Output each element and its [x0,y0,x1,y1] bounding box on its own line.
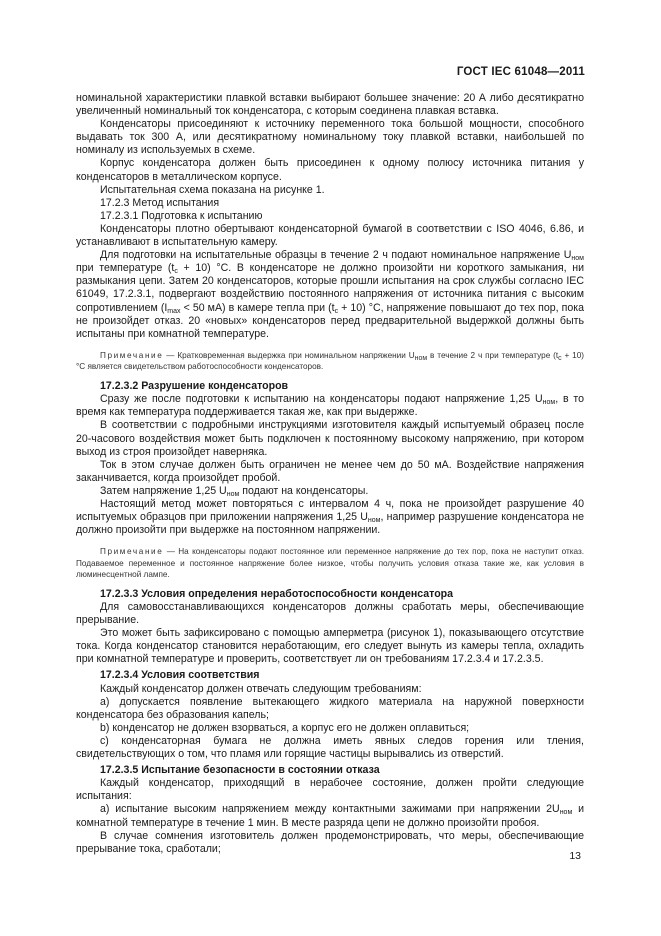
list-item: b) конденсатор не должен взорваться, а корпус его не должен оплавиться; [100,721,470,734]
paragraph: В соответствии с подробными инструкциями изготовителя каждый испытуемый образец после 20-часового воздействия может быть подключен к постоянному высокому напряжению, при котором выход из строя произойдет наверняка. [76,419,584,458]
paragraph: Конденсаторы плотно обертывают конденсаторной бумагой в соответствии с ISO 4046, 6.86, и устанавливают в испытательную камеру. [76,222,584,249]
page-body [76,92,584,856]
paragraph: Сразу же после подготовки к испытанию на конденсаторы подают напряжение 1,25 $U_{ном}$, в то время как температура поддерживается такая же, как при выдержке. [76,393,584,419]
paragraph: Конденсаторы присоединяют к источнику переменного тока большой мощности, способного выдавать ток 300 А, или десятикратному номинальному току плавкой вставки, наибольшей по номиналу из используемых в схеме. [76,118,584,157]
subsection-heading: 17.2.3.2 Разрушение конденсаторов [100,380,289,393]
paragraph: Ток в этом случае должен быть ограничен не менее чем до 50 мА. Воздействие напряжения заканчивается, когда произойдет пробой. [76,458,584,484]
standard-header: ГОСТ IEC 61048—2011 [456,66,585,78]
list-item: с) конденсаторная бумага не должна иметь явных следов горения или тления, свидетельствующих о том, что пламя или горящие частицы вырывались из отверстий. [76,734,584,761]
paragraph: В случае сомнения изготовитель должен продемонстрировать, что меры, обеспечивающие прерывание тока, сработали; [76,829,584,855]
paragraph: Каждый конденсатор должен отвечать следующим требованиям: [100,682,422,695]
list-item: а) допускается появление вытекающего жидкого материала на наружной поверхности конденсатора без образования капель; [76,695,584,721]
section-heading: 17.2.3 Метод испытания [100,196,220,209]
page-number: 13 [569,850,581,862]
note: Примечание — На конденсаторы подают постоянное или переменное напряжение до тех пор, пока не наступит отказ. Подаваемое переменное и постоянное напряжение более низкое, чтобы получить условия отказа такие же, как условия в люминесцентной лампе. [76,547,584,579]
paragraph: Для самовосстанавливающихся конденсаторов должны сработать меры, обеспечивающие прерывание. [76,601,584,627]
paragraph: Это может быть зафиксировано с помощью амперметра (рисунок 1), показывающего отсутствие тока. Когда конденсатор становится неработающим, его следует вынуть из камеры тепла, охладить при комнатной температуре и проверить, соответствует ли он требованиям 17.2.3.4 и 17.2.3.5. [76,627,584,666]
paragraph: Для подготовки на испытательные образцы в течение 2 ч подают номинальное напряжение $U_{ном}$ при температуре $(t_c + 10)$ °С. В конденсаторе не должно произойти ни короткого замыкания, ни размыкания цепи. Затем 20 конденсаторов, которые прошли испытания на срок службы согласно IEC 61049, 17.2.3.1, подвергают воздействию постоянного напряжения от источника питания с высоким сопротивлением ($I_{max} < 50$ мА) в камере тепла при $(t_c + 10)$ °С, напряжение повышают до тех пор, пока не произойдет отказ. 20 «новых» конденсаторов перед предварительной выдержкой должны быть испытаны при комнатной температуре. [76,249,584,340]
paragraph: Затем напряжение 1,25 $U_{ном}$ подают на конденсаторы. [100,484,369,498]
paragraph: Испытательная схема показана на рисунке 1. [100,183,325,196]
list-item: а) испытание высоким напряжением между контактными зажимами при напряжении $2U_{ном}$ и комнатной температуре в течение 1 мин. В месте разряда цепи не должно произойти пробоя. [76,803,584,829]
subsection-heading: 17.2.3.5 Испытание безопасности в состоянии отказа [100,764,380,777]
paragraph: Корпус конденсатора должен быть присоединен к одному полюсу источника питания у конденсаторов в металлическом корпусе. [76,157,584,183]
subsection-heading: 17.2.3.3 Условия определения неработоспособности конденсатора [100,587,454,600]
paragraph: Настоящий метод может повторяться с интервалом 4 ч, пока не произойдет разрушение 40 испытуемых образцов при приложении напряжения 1,25 $U_{ном}$, например разрушение конденсатора не должно произойти при выдержке на постоянном напряжении. [76,498,584,537]
paragraph: Каждый конденсатор, приходящий в нерабочее состояние, должен пройти следующие испытания: [76,777,584,803]
paragraph: номинальной характеристики плавкой вставки выбирают большее значение: 20 А либо десятикратно увеличенный номинальный ток конденсатора, с которым соединена плавкая вставка. [76,92,584,118]
subsection-heading: 17.2.3.1 Подготовка к испытанию [100,209,263,222]
subsection-heading: 17.2.3.4 Условия соответствия [100,669,260,682]
note: Примечание — Кратковременная выдержка при номинальном напряжении $U_{ном}$ в течение 2 ч при температуре $(t_c + 10)$ °С является свидетельством работоспособности конденсаторов. [76,350,584,371]
